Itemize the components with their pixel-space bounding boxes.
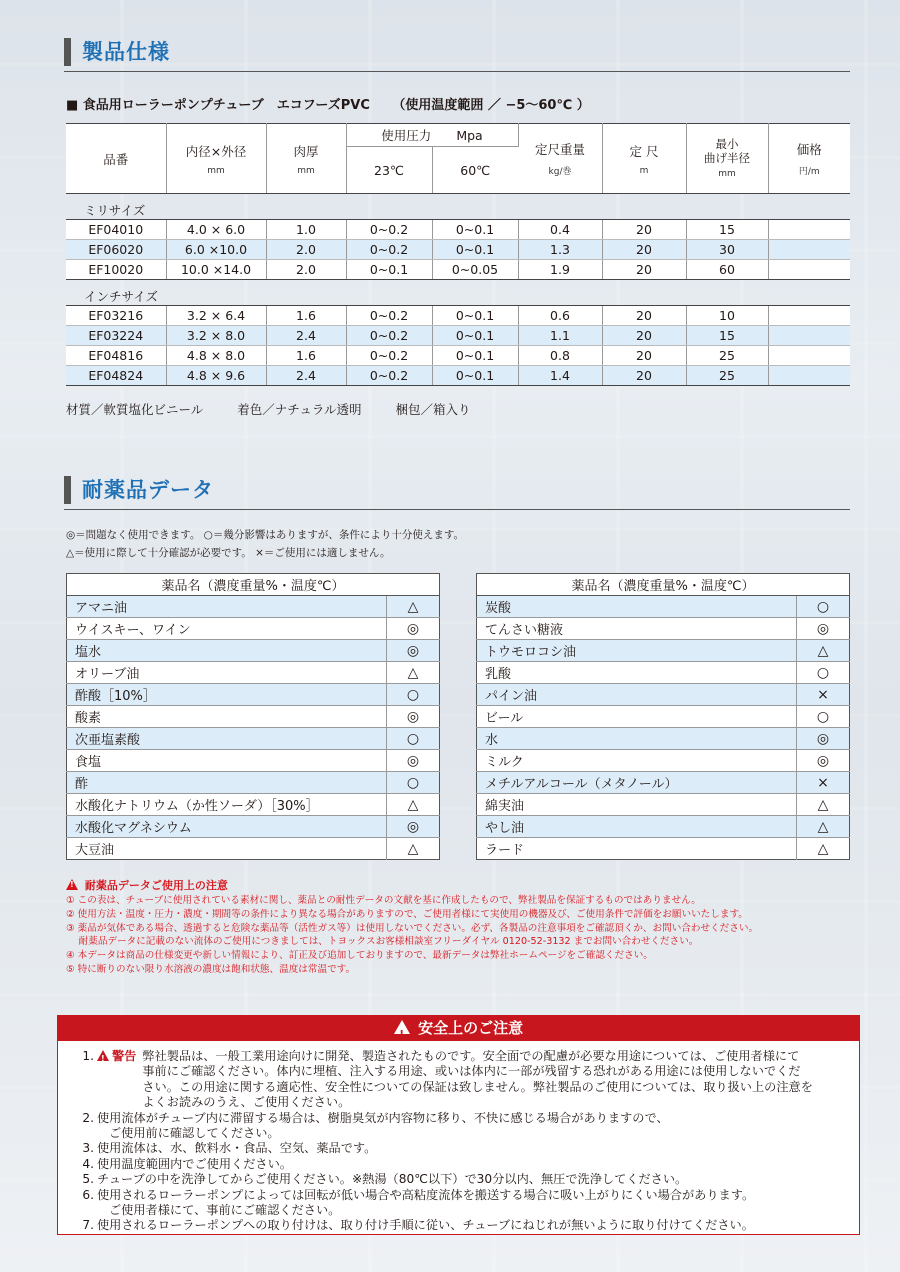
table-cell [768, 260, 850, 280]
chemical-name: やし油 [477, 816, 797, 838]
resistance-rating: × [797, 772, 850, 794]
safety-item [76, 1188, 859, 1219]
chem-table-header: 薬品名（濃度重量%・温度℃） [477, 574, 850, 596]
list-item [67, 640, 440, 662]
resistance-rating: ○ [387, 684, 440, 706]
table-row [66, 260, 850, 280]
chemical-name: ミルク [477, 750, 797, 772]
table-cell: EF10020 [66, 260, 166, 280]
chemical-name: 酢 [67, 772, 387, 794]
table-cell [768, 346, 850, 366]
table-cell: 1.9 [518, 260, 602, 280]
resistance-rating: △ [387, 662, 440, 684]
caution-item: ③ 薬品が気体である場合、透過すると危険な薬品等（活性ガス等）は使用しないでください。必ず、各製品の注意事項をご確認頂くか、お問い合わせください。 [66, 922, 759, 934]
list-item [67, 838, 440, 860]
chem-section-header [64, 474, 850, 510]
safety-item-line: ご使用前に確認してください。 [109, 1126, 280, 1141]
header-pressure-60: 60℃ [432, 147, 518, 194]
resistance-rating: × [797, 684, 850, 706]
chemical-name: アマニ油 [67, 596, 387, 618]
resistance-rating: ○ [387, 728, 440, 750]
safety-item-line: チューブの中を洗浄してからご使用ください。※熱湯（80℃以下）で30分以内、無圧で洗浄してください。 [97, 1172, 688, 1187]
list-item [477, 662, 850, 684]
table-cell: 15 [686, 326, 768, 346]
list-item [67, 794, 440, 816]
material-notes [66, 400, 501, 418]
safety-item-number: 5. [82, 1172, 94, 1187]
safety-item-line: さい。この用途に関する適応性、安全性についての保証は致しません。弊社製品のご使用については、取り扱い上の注意を [142, 1079, 813, 1094]
chem-table-right [476, 573, 850, 860]
chem-table-left [66, 573, 440, 860]
list-item [67, 706, 440, 728]
group-row [66, 194, 850, 220]
table-cell: 3.2 × 6.4 [166, 306, 266, 326]
safety-item-line: 使用温度範囲内でご使用ください。 [97, 1156, 292, 1171]
spec-section-title: 製品仕様 [82, 40, 170, 64]
table-cell: 1.6 [266, 346, 346, 366]
table-cell: 60 [686, 260, 768, 280]
table-cell: 20 [602, 366, 686, 386]
resistance-rating: ○ [797, 662, 850, 684]
resistance-rating: ◎ [387, 816, 440, 838]
chemical-name: 乳酸 [477, 662, 797, 684]
table-cell: 20 [602, 346, 686, 366]
table-cell: 0.8 [518, 346, 602, 366]
group-label: ミリサイズ [66, 194, 850, 220]
chemical-name: パイン油 [477, 684, 797, 706]
table-cell: 0~0.1 [432, 240, 518, 260]
table-row [66, 306, 850, 326]
warning-icon [66, 879, 78, 890]
table-cell: 0~0.2 [346, 240, 432, 260]
header-size: 内径×外径 mm [166, 124, 266, 194]
chemical-name: 炭酸 [477, 596, 797, 618]
safety-item-line: よくお読みのうえ、ご使用ください。 [142, 1095, 351, 1110]
table-cell: 20 [602, 260, 686, 280]
table-row [66, 326, 850, 346]
safety-item-line: ご使用者様にて、事前にご確認ください。 [109, 1203, 341, 1218]
chemical-name: 水酸化ナトリウム（か性ソーダ）［30%］ [67, 794, 387, 816]
table-cell: EF04816 [66, 346, 166, 366]
group-row [66, 280, 850, 306]
chemical-name: ウイスキー、ワイン [67, 618, 387, 640]
chemical-name: 酢酸［10%］ [67, 684, 387, 706]
list-item [477, 640, 850, 662]
safety-item [76, 1141, 859, 1156]
table-cell: 0~0.2 [346, 346, 432, 366]
chemical-name: 水 [477, 728, 797, 750]
table-cell: 0~0.2 [346, 326, 432, 346]
safety-box [57, 1015, 860, 1235]
warning-icon [394, 1020, 410, 1034]
table-cell: 2.4 [266, 366, 346, 386]
safety-item [76, 1157, 859, 1172]
caution-item: ⑤ 特に断りのない限り水溶液の濃度は飽和状態、温度は常温です。 [66, 963, 356, 975]
resistance-rating: ◎ [387, 618, 440, 640]
chemical-name: 水酸化マグネシウム [67, 816, 387, 838]
chem-section-title: 耐薬品データ [82, 478, 214, 502]
table-cell [768, 366, 850, 386]
chemical-name: 綿実油 [477, 794, 797, 816]
safety-item-text [142, 1049, 813, 1111]
chemical-name: ビール [477, 706, 797, 728]
table-cell: 25 [686, 346, 768, 366]
safety-item-text [97, 1141, 376, 1156]
section-marker [64, 476, 71, 504]
list-item [477, 838, 850, 860]
spec-subtitle-temp: （使用温度範囲 ／ −5〜60℃ ） [392, 98, 590, 113]
header-price: 価格 円/m [768, 124, 850, 194]
caution-item: ① この表は、チューブに使用されている素材に関し、薬品との耐性データの文献を基に作成したもので、弊社製品を保証するものではありません。 [66, 895, 701, 906]
spec-subtitle [66, 94, 590, 113]
caution-item: ② 使用方法・温度・圧力・濃度・期間等の条件により異なる場合がありますので、ご使用者様にて実使用の機器及び、ご使用条件で評価をお願いいたします。 [66, 908, 748, 920]
section-marker [64, 38, 71, 66]
list-item [477, 706, 850, 728]
table-cell: 0~0.1 [346, 260, 432, 280]
table-row [66, 240, 850, 260]
safety-item-number: 2. [82, 1110, 94, 1125]
table-cell: 10.0 ×14.0 [166, 260, 266, 280]
table-cell: 0~0.2 [346, 366, 432, 386]
safety-header [58, 1016, 859, 1041]
resistance-rating: ◎ [797, 750, 850, 772]
chemical-name: ラード [477, 838, 797, 860]
table-cell: 4.0 × 6.0 [166, 220, 266, 240]
chemical-name: メチルアルコール（メタノール） [477, 772, 797, 794]
safety-item-number: 6. [82, 1187, 94, 1202]
table-cell: EF04010 [66, 220, 166, 240]
table-cell: 0~0.05 [432, 260, 518, 280]
table-cell: EF04824 [66, 366, 166, 386]
resistance-rating: △ [797, 640, 850, 662]
caution-title-text: 耐薬品データご使用上の注意 [84, 879, 228, 892]
chemical-name: 次亜塩素酸 [67, 728, 387, 750]
table-cell: 0~0.2 [346, 306, 432, 326]
safety-item-number: 1. [82, 1049, 94, 1063]
resistance-rating: ◎ [387, 706, 440, 728]
table-cell [768, 220, 850, 240]
caution-item: ④ 本データは商品の仕様変更や新しい情報により、訂正及び追加しておりますので、最新データは弊社ホームページをご確認ください。 [66, 950, 653, 962]
warning-icon [97, 1050, 109, 1061]
safety-item-line: 事前にご確認ください。体内に埋植、注入する用途、或いは体内に一部が残留する恐れがある用途には使用しないでくだ [142, 1064, 801, 1079]
warning-label [97, 1049, 136, 1111]
table-cell: 0~0.1 [432, 346, 518, 366]
chemical-name: 大豆油 [67, 838, 387, 860]
packing-note: 梱包／箱入り [395, 402, 471, 417]
header-pressure: 使用圧力 Mpa [346, 124, 518, 147]
material-note: 材質／軟質塩化ビニール [66, 402, 204, 417]
spec-subtitle-product: ■ 食品用ローラーポンプチューブ エコフーズPVC [66, 98, 370, 113]
safety-item-line: 使用流体がチューブ内に滞留する場合は、樹脂臭気が内容物に移り、不快に感じる場合がありますので、 [97, 1110, 669, 1125]
safety-item [76, 1172, 859, 1187]
table-cell: 0.6 [518, 306, 602, 326]
table-cell: EF06020 [66, 240, 166, 260]
table-cell: 0.4 [518, 220, 602, 240]
list-item [67, 596, 440, 618]
table-cell: 15 [686, 220, 768, 240]
table-cell: EF03224 [66, 326, 166, 346]
table-row [66, 220, 850, 240]
list-item [67, 772, 440, 794]
safety-title: 安全上のご注意 [418, 1019, 524, 1037]
table-row [66, 346, 850, 366]
resistance-rating: △ [797, 816, 850, 838]
header-bend-radius: 最小 曲げ半径 mm [686, 124, 768, 194]
spec-table [66, 123, 850, 386]
resistance-rating: ◎ [797, 618, 850, 640]
list-item [67, 750, 440, 772]
safety-item-line: 使用されるローラーポンプへの取り付けは、取り付け手順に従い、チューブにねじれが無いように取り付けてください。 [97, 1218, 754, 1233]
legend-line-2: △＝使用に際して十分確認が必要です。 ×＝ご使用には適しません。 [66, 547, 391, 559]
table-cell: 0~0.1 [432, 326, 518, 346]
table-cell: 2.0 [266, 240, 346, 260]
table-cell: 1.0 [266, 220, 346, 240]
table-cell: 1.4 [518, 366, 602, 386]
legend-line-1: ◎＝問題なく使用できます。 ○＝幾分影響はありますが、条件により十分使えます。 [66, 529, 464, 541]
table-cell: 4.8 × 8.0 [166, 346, 266, 366]
resistance-rating: ◎ [797, 728, 850, 750]
table-cell: EF03216 [66, 306, 166, 326]
list-item [477, 618, 850, 640]
table-cell: 0~0.1 [432, 220, 518, 240]
header-length: 定 尺 m [602, 124, 686, 194]
caution-item: 耐薬品データに記載のない流体のご使用につきましては、トヨックスお客様相談室フリーダイヤル 0120-52-3132 までお問い合わせください。 [66, 936, 699, 948]
table-cell: 3.2 × 8.0 [166, 326, 266, 346]
resistance-rating: △ [387, 838, 440, 860]
safety-item [76, 1049, 859, 1111]
table-cell: 10 [686, 306, 768, 326]
resistance-rating: △ [387, 596, 440, 618]
table-cell: 6.0 ×10.0 [166, 240, 266, 260]
table-cell: 0~0.1 [432, 366, 518, 386]
safety-item-text [97, 1218, 754, 1233]
resistance-rating: △ [387, 794, 440, 816]
safety-item-number: 7. [82, 1218, 94, 1233]
resistance-rating: △ [797, 794, 850, 816]
chemical-name: 酸素 [67, 706, 387, 728]
caution-title [66, 877, 228, 893]
table-row [66, 366, 850, 386]
safety-list [58, 1041, 859, 1234]
list-item [477, 816, 850, 838]
list-item [67, 728, 440, 750]
safety-item-line: 使用流体は、水、飲料水・食品、空気、薬品です。 [97, 1141, 377, 1156]
header-pressure-23: 23℃ [346, 147, 432, 194]
list-item [477, 750, 850, 772]
header-thickness: 肉厚 mm [266, 124, 346, 194]
list-item [67, 684, 440, 706]
table-cell: 1.3 [518, 240, 602, 260]
warning-label-text: 警告 [112, 1049, 137, 1063]
chemical-name: 食塩 [67, 750, 387, 772]
safety-item-text [97, 1172, 687, 1187]
table-cell: 4.8 × 9.6 [166, 366, 266, 386]
table-cell: 1.1 [518, 326, 602, 346]
chemical-name: オリーブ油 [67, 662, 387, 684]
table-cell: 20 [602, 326, 686, 346]
table-cell: 20 [602, 240, 686, 260]
safety-item-number: 3. [82, 1141, 94, 1156]
chem-table-header: 薬品名（濃度重量%・温度℃） [67, 574, 440, 596]
resistance-rating: ◎ [387, 750, 440, 772]
list-item [477, 772, 850, 794]
safety-item-number: 4. [82, 1156, 94, 1171]
resistance-rating: ○ [797, 596, 850, 618]
chemical-name: てんさい糖液 [477, 618, 797, 640]
list-item [477, 794, 850, 816]
resistance-rating: △ [797, 838, 850, 860]
list-item [477, 728, 850, 750]
group-label: インチサイズ [66, 280, 850, 306]
safety-item-line: 弊社製品は、一般工業用途向けに開発、製造されたものです。安全面での配慮が必要な用途については、ご使用者様にて [142, 1049, 800, 1063]
resistance-rating: ◎ [387, 640, 440, 662]
table-cell: 2.4 [266, 326, 346, 346]
safety-item [76, 1111, 859, 1142]
chemical-name: トウモロコシ油 [477, 640, 797, 662]
color-note: 着色／ナチュラル透明 [237, 402, 362, 417]
header-part-no: 品番 [66, 124, 166, 194]
resistance-rating: ○ [387, 772, 440, 794]
table-cell: 0~0.2 [346, 220, 432, 240]
list-item [67, 618, 440, 640]
list-item [67, 816, 440, 838]
safety-item-text [97, 1157, 292, 1172]
list-item [477, 596, 850, 618]
table-cell [768, 240, 850, 260]
table-cell: 25 [686, 366, 768, 386]
table-cell: 1.6 [266, 306, 346, 326]
list-item [67, 662, 440, 684]
table-cell: 20 [602, 306, 686, 326]
header-weight: 定尺重量 kg/巻 [518, 124, 602, 194]
resistance-rating: ○ [797, 706, 850, 728]
table-cell [768, 306, 850, 326]
safety-item-text [97, 1111, 669, 1142]
list-item [477, 684, 850, 706]
caution-list [66, 894, 758, 977]
safety-item [76, 1218, 859, 1233]
table-cell: 2.0 [266, 260, 346, 280]
table-cell: 20 [602, 220, 686, 240]
safety-item-line: 使用されるローラーポンプによっては回転が低い場合や高粘度流体を搬送する場合に吸い上がりにくい場合があります。 [97, 1187, 755, 1202]
spec-section-header [64, 36, 850, 72]
table-cell: 30 [686, 240, 768, 260]
safety-item-text [97, 1188, 754, 1219]
table-cell: 0~0.1 [432, 306, 518, 326]
table-cell [768, 326, 850, 346]
chemical-name: 塩水 [67, 640, 387, 662]
